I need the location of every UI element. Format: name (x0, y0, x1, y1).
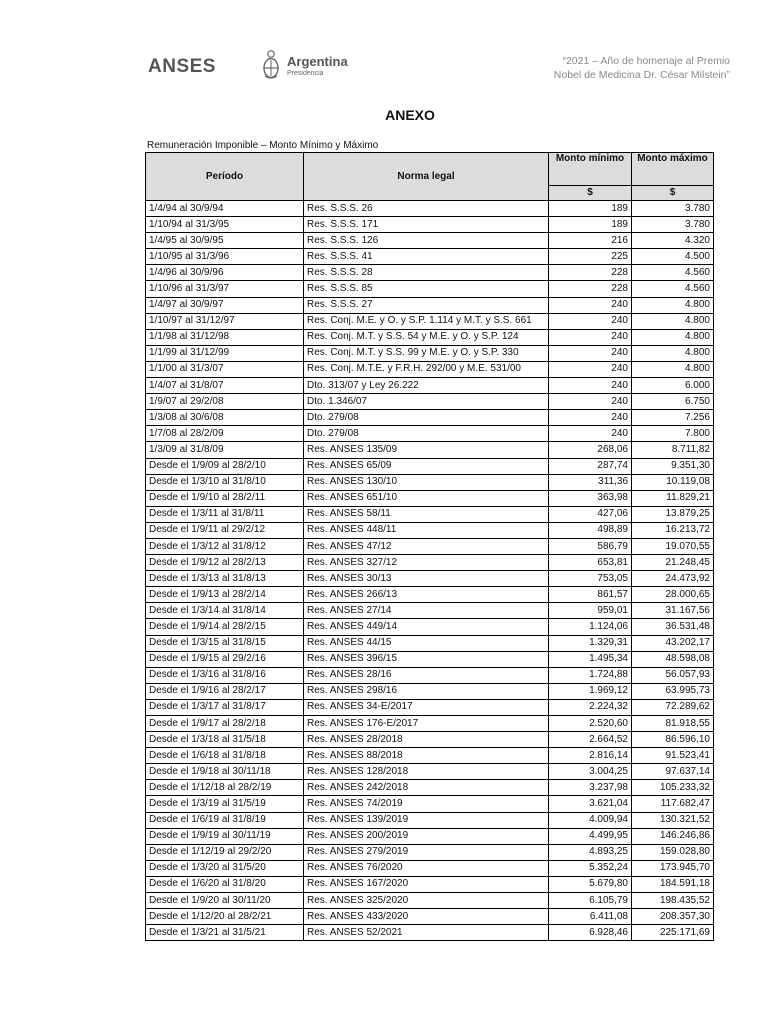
cell-norma-legal: Res. ANSES 135/09 (304, 442, 549, 458)
gov-subtitle: Presidencia (287, 70, 324, 77)
cell-periodo: 1/10/97 al 31/12/97 (146, 313, 304, 329)
cell-periodo: Desde el 1/3/17 al 31/8/17 (146, 699, 304, 715)
cell-periodo: Desde el 1/9/17 al 28/2/18 (146, 716, 304, 732)
cell-monto-maximo: 16.213,72 (632, 522, 714, 538)
cell-norma-legal: Res. S.S.S. 28 (304, 265, 549, 281)
table-row (146, 410, 714, 426)
table-caption: Remuneración Imponible – Monto Mínimo y Máximo (147, 140, 379, 151)
cell-monto-minimo: 1.495,34 (549, 651, 632, 667)
cell-monto-maximo: 19.070,55 (632, 538, 714, 554)
table-row (146, 249, 714, 265)
table-row (146, 780, 714, 796)
cell-monto-minimo: 5.352,24 (549, 860, 632, 876)
cell-monto-minimo: 240 (549, 297, 632, 313)
cell-monto-maximo: 184.591,18 (632, 876, 714, 892)
cell-periodo: Desde el 1/12/19 al 29/2/20 (146, 844, 304, 860)
cell-monto-minimo: 240 (549, 426, 632, 442)
cell-monto-maximo: 28.000,65 (632, 587, 714, 603)
cell-monto-maximo: 43.202,17 (632, 635, 714, 651)
cell-monto-maximo: 36.531,48 (632, 619, 714, 635)
cell-monto-maximo: 6.750 (632, 394, 714, 410)
table-row (146, 474, 714, 490)
table-row (146, 619, 714, 635)
cell-monto-minimo: 498,89 (549, 522, 632, 538)
table-row (146, 458, 714, 474)
table-row (146, 796, 714, 812)
table-row (146, 828, 714, 844)
motto-text (520, 54, 730, 82)
cell-monto-maximo: 31.167,56 (632, 603, 714, 619)
table-row (146, 844, 714, 860)
cell-monto-maximo: 91.523,41 (632, 748, 714, 764)
cell-periodo: Desde el 1/9/19 al 30/11/19 (146, 828, 304, 844)
table-row (146, 313, 714, 329)
cell-periodo: Desde el 1/3/14 al 31/8/14 (146, 603, 304, 619)
cell-periodo: Desde el 1/9/15 al 29/2/16 (146, 651, 304, 667)
cell-norma-legal: Dto. 313/07 y Ley 26.222 (304, 378, 549, 394)
cell-monto-minimo: 216 (549, 233, 632, 249)
cell-periodo: 1/1/00 al 31/3/07 (146, 361, 304, 377)
cell-monto-minimo: 240 (549, 410, 632, 426)
anses-logo: ANSES (148, 56, 216, 77)
cell-monto-minimo: 3.621,04 (549, 796, 632, 812)
cell-norma-legal: Res. Conj. M.T.E. y F.R.H. 292/00 y M.E. 531/00 (304, 361, 549, 377)
cell-monto-minimo: 228 (549, 265, 632, 281)
cell-periodo: Desde el 1/3/19 al 31/5/19 (146, 796, 304, 812)
cell-monto-maximo: 13.879,25 (632, 506, 714, 522)
cell-monto-maximo: 208.357,30 (632, 909, 714, 925)
cell-periodo: Desde el 1/3/13 al 31/8/13 (146, 571, 304, 587)
cell-monto-minimo: 189 (549, 217, 632, 233)
cell-monto-minimo: 6.105,79 (549, 893, 632, 909)
cell-monto-maximo: 81.918,55 (632, 716, 714, 732)
table-row (146, 571, 714, 587)
table-row (146, 683, 714, 699)
header-periodo: Período (146, 153, 304, 201)
cell-monto-maximo: 86.596,10 (632, 732, 714, 748)
table-row (146, 587, 714, 603)
cell-periodo: Desde el 1/3/18 al 31/5/18 (146, 732, 304, 748)
cell-norma-legal: Res. ANSES 44/15 (304, 635, 549, 651)
table-row (146, 217, 714, 233)
cell-monto-maximo: 4.560 (632, 265, 714, 281)
cell-norma-legal: Res. ANSES 448/11 (304, 522, 549, 538)
cell-norma-legal: Res. ANSES 200/2019 (304, 828, 549, 844)
cell-norma-legal: Res. ANSES 34-E/2017 (304, 699, 549, 715)
cell-periodo: Desde el 1/6/20 al 31/8/20 (146, 876, 304, 892)
header-unit-minimo: $ (549, 186, 632, 201)
gov-title: Argentina (287, 54, 348, 69)
cell-monto-minimo: 2.816,14 (549, 748, 632, 764)
cell-monto-minimo: 240 (549, 345, 632, 361)
cell-monto-maximo: 4.500 (632, 249, 714, 265)
cell-norma-legal: Res. ANSES 433/2020 (304, 909, 549, 925)
table-body (146, 201, 714, 941)
cell-monto-minimo: 240 (549, 329, 632, 345)
table-row (146, 876, 714, 892)
cell-periodo: Desde el 1/9/13 al 28/2/14 (146, 587, 304, 603)
cell-periodo: Desde el 1/3/12 al 31/8/12 (146, 538, 304, 554)
header-norma-legal: Norma legal (304, 153, 549, 201)
cell-periodo: 1/4/97 al 30/9/97 (146, 297, 304, 313)
cell-monto-minimo: 6.411,08 (549, 909, 632, 925)
cell-monto-maximo: 21.248,45 (632, 555, 714, 571)
cell-monto-maximo: 7.256 (632, 410, 714, 426)
coat-of-arms-icon (261, 49, 281, 81)
cell-monto-minimo: 1.124,06 (549, 619, 632, 635)
cell-monto-maximo: 130.321,52 (632, 812, 714, 828)
cell-periodo: Desde el 1/9/09 al 28/2/10 (146, 458, 304, 474)
cell-monto-maximo: 4.800 (632, 313, 714, 329)
cell-norma-legal: Res. ANSES 176-E/2017 (304, 716, 549, 732)
cell-periodo: 1/3/08 al 30/6/08 (146, 410, 304, 426)
table-row (146, 506, 714, 522)
cell-periodo: Desde el 1/9/11 al 29/2/12 (146, 522, 304, 538)
cell-norma-legal: Res. S.S.S. 27 (304, 297, 549, 313)
cell-monto-minimo: 240 (549, 378, 632, 394)
cell-periodo: Desde el 1/3/11 al 31/8/11 (146, 506, 304, 522)
cell-monto-maximo: 198.435,52 (632, 893, 714, 909)
cell-monto-minimo: 753,05 (549, 571, 632, 587)
cell-monto-maximo: 225.171,69 (632, 925, 714, 941)
header-monto-maximo: Monto máximo (632, 153, 714, 186)
cell-monto-minimo: 5.679,80 (549, 876, 632, 892)
header-monto-minimo: Monto mínimo (549, 153, 632, 186)
cell-norma-legal: Res. ANSES 74/2019 (304, 796, 549, 812)
cell-monto-maximo: 8.711,82 (632, 442, 714, 458)
cell-norma-legal: Res. S.S.S. 26 (304, 201, 549, 217)
cell-norma-legal: Dto. 279/08 (304, 426, 549, 442)
motto-line-1: “2021 – Año de homenaje al Premio (562, 55, 730, 67)
cell-monto-minimo: 189 (549, 201, 632, 217)
cell-monto-maximo: 4.800 (632, 345, 714, 361)
cell-monto-maximo: 24.473,92 (632, 571, 714, 587)
table-row (146, 716, 714, 732)
cell-periodo: Desde el 1/9/10 al 28/2/11 (146, 490, 304, 506)
cell-norma-legal: Res. ANSES 52/2021 (304, 925, 549, 941)
cell-monto-maximo: 11.829,21 (632, 490, 714, 506)
cell-monto-minimo: 861,57 (549, 587, 632, 603)
cell-norma-legal: Res. Conj. M.T. y S.S. 54 y M.E. y O. y S.P. 124 (304, 329, 549, 345)
cell-periodo: Desde el 1/3/10 al 31/8/10 (146, 474, 304, 490)
cell-norma-legal: Res. ANSES 139/2019 (304, 812, 549, 828)
table-row (146, 812, 714, 828)
cell-monto-minimo: 6.928,46 (549, 925, 632, 941)
cell-monto-maximo: 173.945,70 (632, 860, 714, 876)
cell-monto-minimo: 3.004,25 (549, 764, 632, 780)
table-row (146, 748, 714, 764)
table-row (146, 667, 714, 683)
cell-periodo: Desde el 1/3/21 al 31/5/21 (146, 925, 304, 941)
cell-monto-minimo: 228 (549, 281, 632, 297)
cell-norma-legal: Res. S.S.S. 171 (304, 217, 549, 233)
cell-monto-maximo: 105.233,32 (632, 780, 714, 796)
cell-periodo: Desde el 1/9/18 al 30/11/18 (146, 764, 304, 780)
cell-norma-legal: Res. ANSES 396/15 (304, 651, 549, 667)
cell-norma-legal: Dto. 1.346/07 (304, 394, 549, 410)
table-row (146, 329, 714, 345)
cell-periodo: 1/9/07 al 29/2/08 (146, 394, 304, 410)
cell-periodo: Desde el 1/12/20 al 28/2/21 (146, 909, 304, 925)
cell-norma-legal: Res. ANSES 325/2020 (304, 893, 549, 909)
cell-periodo: 1/1/99 al 31/12/99 (146, 345, 304, 361)
cell-monto-maximo: 9.351,30 (632, 458, 714, 474)
table-row (146, 442, 714, 458)
cell-periodo: Desde el 1/9/14 al 28/2/15 (146, 619, 304, 635)
table-row (146, 522, 714, 538)
cell-monto-maximo: 4.800 (632, 297, 714, 313)
cell-periodo: 1/10/96 al 31/3/97 (146, 281, 304, 297)
cell-monto-minimo: 311,36 (549, 474, 632, 490)
table-row (146, 201, 714, 217)
cell-monto-maximo: 56.057,93 (632, 667, 714, 683)
cell-monto-minimo: 240 (549, 313, 632, 329)
motto-line-2: Nobel de Medicina Dr. César Milstein” (553, 69, 730, 81)
cell-norma-legal: Res. Conj. M.E. y O. y S.P. 1.114 y M.T. y S.S. 661 (304, 313, 549, 329)
cell-periodo: Desde el 1/12/18 al 28/2/19 (146, 780, 304, 796)
table-row (146, 909, 714, 925)
cell-norma-legal: Res. ANSES 47/12 (304, 538, 549, 554)
table-row (146, 281, 714, 297)
table-row (146, 538, 714, 554)
cell-monto-minimo: 240 (549, 361, 632, 377)
table-row (146, 490, 714, 506)
cell-monto-minimo: 268,06 (549, 442, 632, 458)
cell-monto-minimo: 959,01 (549, 603, 632, 619)
cell-periodo: 1/10/95 al 31/3/96 (146, 249, 304, 265)
cell-periodo: Desde el 1/3/15 al 31/8/15 (146, 635, 304, 651)
cell-norma-legal: Res. ANSES 327/12 (304, 555, 549, 571)
cell-norma-legal: Res. ANSES 651/10 (304, 490, 549, 506)
cell-monto-minimo: 225 (549, 249, 632, 265)
table-row (146, 361, 714, 377)
remuneration-table (145, 152, 714, 941)
cell-norma-legal: Res. S.S.S. 85 (304, 281, 549, 297)
cell-periodo: 1/4/94 al 30/9/94 (146, 201, 304, 217)
cell-periodo: 1/4/95 al 30/9/95 (146, 233, 304, 249)
cell-monto-minimo: 363,98 (549, 490, 632, 506)
cell-monto-minimo: 653,81 (549, 555, 632, 571)
cell-norma-legal: Res. ANSES 128/2018 (304, 764, 549, 780)
cell-periodo: 1/4/07 al 31/8/07 (146, 378, 304, 394)
cell-monto-maximo: 63.995,73 (632, 683, 714, 699)
table-row (146, 732, 714, 748)
cell-monto-minimo: 1.969,12 (549, 683, 632, 699)
cell-norma-legal: Res. ANSES 65/09 (304, 458, 549, 474)
cell-periodo: Desde el 1/9/12 al 28/2/13 (146, 555, 304, 571)
cell-monto-maximo: 10.119,08 (632, 474, 714, 490)
cell-monto-minimo: 2.520,60 (549, 716, 632, 732)
cell-monto-minimo: 3.237,98 (549, 780, 632, 796)
cell-norma-legal: Res. ANSES 28/16 (304, 667, 549, 683)
cell-monto-minimo: 2.224,32 (549, 699, 632, 715)
cell-monto-minimo: 4.009,94 (549, 812, 632, 828)
cell-monto-minimo: 1.329,31 (549, 635, 632, 651)
table-row (146, 764, 714, 780)
cell-periodo: Desde el 1/6/19 al 31/8/19 (146, 812, 304, 828)
cell-monto-maximo: 4.320 (632, 233, 714, 249)
cell-norma-legal: Dto. 279/08 (304, 410, 549, 426)
table-row (146, 699, 714, 715)
cell-monto-minimo: 240 (549, 394, 632, 410)
cell-norma-legal: Res. ANSES 279/2019 (304, 844, 549, 860)
table-row (146, 297, 714, 313)
cell-periodo: Desde el 1/9/20 al 30/11/20 (146, 893, 304, 909)
cell-monto-minimo: 287,74 (549, 458, 632, 474)
cell-periodo: 1/1/98 al 31/12/98 (146, 329, 304, 345)
table-row (146, 265, 714, 281)
table-row (146, 394, 714, 410)
cell-monto-maximo: 4.800 (632, 361, 714, 377)
cell-periodo: Desde el 1/3/20 al 31/5/20 (146, 860, 304, 876)
cell-periodo: Desde el 1/6/18 al 31/8/18 (146, 748, 304, 764)
cell-periodo: Desde el 1/9/16 al 28/2/17 (146, 683, 304, 699)
cell-norma-legal: Res. ANSES 449/14 (304, 619, 549, 635)
cell-norma-legal: Res. ANSES 130/10 (304, 474, 549, 490)
cell-norma-legal: Res. S.S.S. 126 (304, 233, 549, 249)
cell-norma-legal: Res. ANSES 266/13 (304, 587, 549, 603)
document-title: ANEXO (385, 107, 435, 123)
cell-norma-legal: Res. ANSES 27/14 (304, 603, 549, 619)
table-row (146, 345, 714, 361)
cell-monto-maximo: 72.289,62 (632, 699, 714, 715)
cell-monto-minimo: 2.664,52 (549, 732, 632, 748)
table-row (146, 378, 714, 394)
table-row (146, 893, 714, 909)
cell-monto-minimo: 427,06 (549, 506, 632, 522)
cell-periodo: 1/4/96 al 30/9/96 (146, 265, 304, 281)
cell-norma-legal: Res. ANSES 30/13 (304, 571, 549, 587)
cell-norma-legal: Res. ANSES 76/2020 (304, 860, 549, 876)
cell-norma-legal: Res. ANSES 58/11 (304, 506, 549, 522)
table-row (146, 925, 714, 941)
cell-monto-maximo: 146.246,86 (632, 828, 714, 844)
cell-monto-maximo: 7.800 (632, 426, 714, 442)
cell-norma-legal: Res. ANSES 167/2020 (304, 876, 549, 892)
cell-monto-maximo: 3.780 (632, 201, 714, 217)
cell-periodo: 1/7/08 al 28/2/09 (146, 426, 304, 442)
cell-periodo: 1/10/94 al 31/3/95 (146, 217, 304, 233)
table-row (146, 603, 714, 619)
cell-monto-maximo: 3.780 (632, 217, 714, 233)
table-row (146, 426, 714, 442)
cell-monto-minimo: 586,79 (549, 538, 632, 554)
cell-norma-legal: Res. ANSES 298/16 (304, 683, 549, 699)
table-row (146, 555, 714, 571)
cell-monto-maximo: 48.598,08 (632, 651, 714, 667)
cell-monto-maximo: 117.682,47 (632, 796, 714, 812)
cell-monto-minimo: 4.499,95 (549, 828, 632, 844)
cell-monto-maximo: 6.000 (632, 378, 714, 394)
cell-norma-legal: Res. S.S.S. 41 (304, 249, 549, 265)
cell-periodo: Desde el 1/3/16 al 31/8/16 (146, 667, 304, 683)
cell-monto-maximo: 4.560 (632, 281, 714, 297)
cell-monto-maximo: 159.028,80 (632, 844, 714, 860)
table-row (146, 651, 714, 667)
cell-norma-legal: Res. ANSES 242/2018 (304, 780, 549, 796)
cell-norma-legal: Res. ANSES 28/2018 (304, 732, 549, 748)
page-header (0, 0, 768, 100)
table-row (146, 635, 714, 651)
cell-monto-minimo: 4.893,25 (549, 844, 632, 860)
cell-monto-minimo: 1.724,88 (549, 667, 632, 683)
cell-periodo: 1/3/09 al 31/8/09 (146, 442, 304, 458)
cell-norma-legal: Res. ANSES 88/2018 (304, 748, 549, 764)
cell-monto-maximo: 4.800 (632, 329, 714, 345)
table-row (146, 233, 714, 249)
header-unit-maximo: $ (632, 186, 714, 201)
cell-monto-maximo: 97.637,14 (632, 764, 714, 780)
table-row (146, 860, 714, 876)
cell-norma-legal: Res. Conj. M.T. y S.S. 99 y M.E. y O. y S.P. 330 (304, 345, 549, 361)
